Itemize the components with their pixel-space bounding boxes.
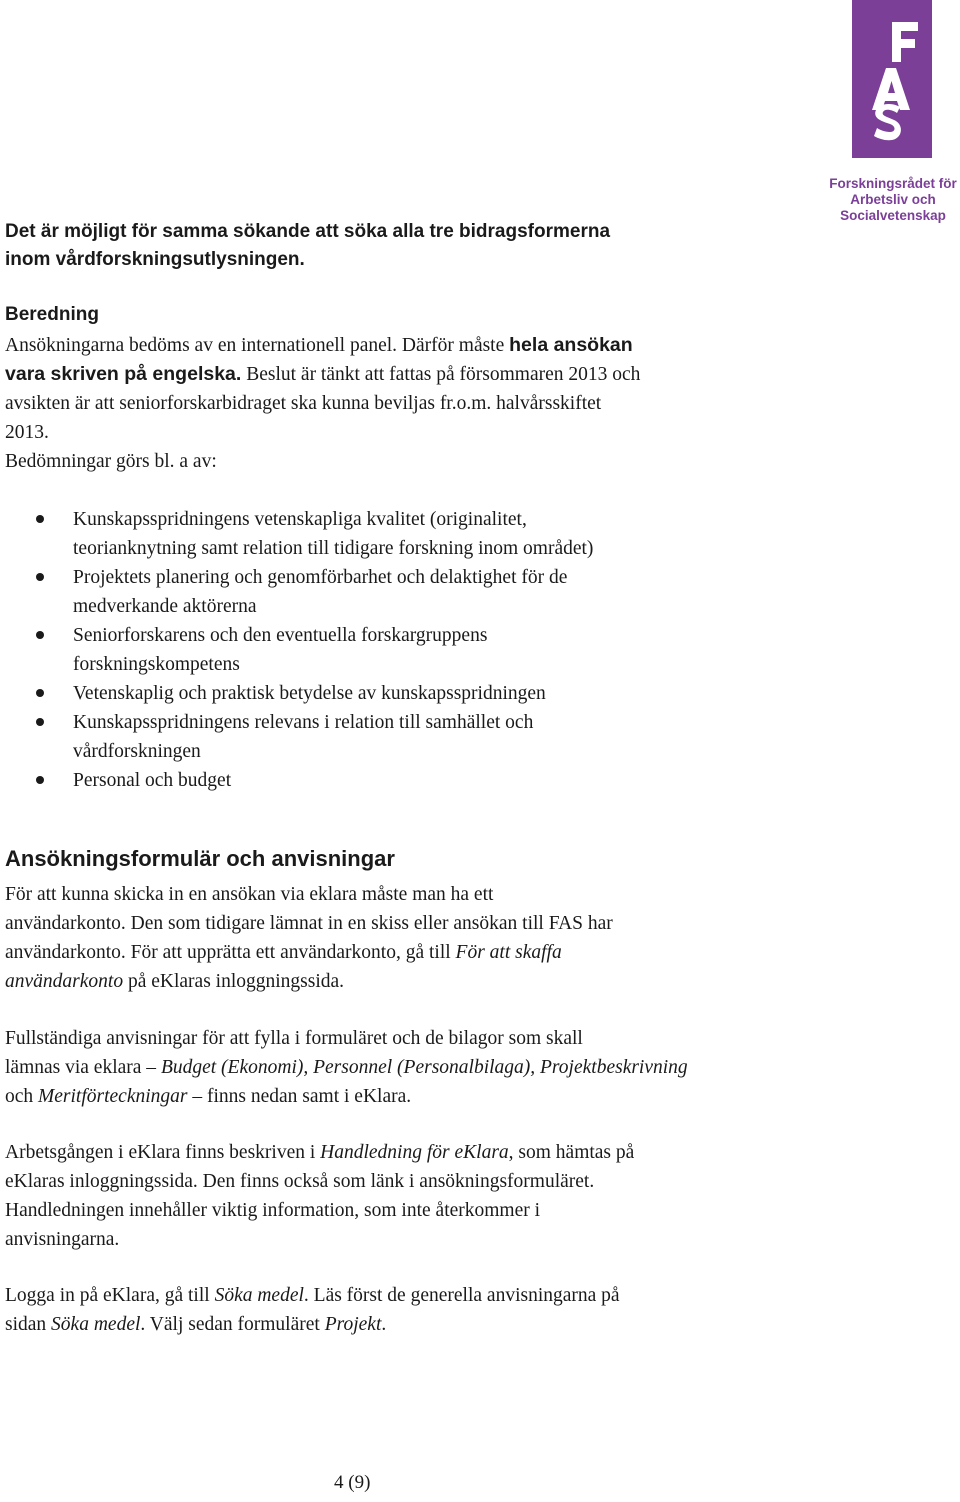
- emphasis-text: hela ansökan: [509, 334, 633, 356]
- text-run: . Välj sedan formuläret: [140, 1314, 325, 1335]
- instructions-paragraph: [5, 1024, 765, 1111]
- text-line: användarkonto. Den som tidigare lämnat in en skiss eller ansökan till FAS har: [5, 913, 613, 934]
- text-run: på eKlaras inloggningssida.: [123, 971, 345, 992]
- text-run: Beslut är tänkt att fattas på försommaren 2013 och: [241, 364, 641, 385]
- list-item: [36, 621, 736, 679]
- bullet-icon: [36, 515, 44, 523]
- criteria-list: [36, 505, 736, 795]
- workflow-paragraph: [5, 1138, 765, 1254]
- text-run: .: [381, 1314, 387, 1335]
- list-item: [36, 708, 736, 766]
- list-item-text: teorianknytning samt relation till tidigare forskning inom området): [73, 538, 594, 559]
- list-item: [36, 563, 736, 621]
- login-paragraph: [5, 1281, 765, 1339]
- list-item-text: Vetenskaplig och praktisk betydelse av kunskapsspridningen: [73, 683, 546, 704]
- text-run: Logga in på eKlara, gå till: [5, 1285, 215, 1306]
- text-run: . Läs först de generella anvisningarna på: [303, 1285, 620, 1306]
- bullet-icon: [36, 718, 44, 726]
- attachment-list: Budget (Ekonomi), Personnel (Personalbilaga), Projektbeskrivning: [160, 1057, 688, 1078]
- emphasis-text: vara skriven på engelska.: [5, 363, 242, 385]
- text-run: Arbetsgången i eKlara finns beskriven i: [5, 1142, 321, 1163]
- text-line: Handledningen innehåller viktig information, som inte återkommer i: [5, 1200, 541, 1221]
- text-run: Ansökningarna bedöms av en internationell panel. Därför måste: [5, 335, 510, 356]
- text-run: , som hämtas på: [508, 1142, 635, 1163]
- attachment-name: Meritförteckningar: [38, 1086, 188, 1107]
- list-item-text: Projektets planering och genomförbarhet och delaktighet för de: [73, 567, 568, 588]
- intro-line: Det är möjligt för samma sökande att söka alla tre bidragsformerna: [5, 221, 611, 242]
- text-line: Fullständiga anvisningar för att fylla i formuläret och de bilagor som skall: [5, 1028, 583, 1049]
- beredning-paragraph: [5, 331, 765, 476]
- bullet-icon: [36, 776, 44, 784]
- text-line: Bedömningar görs bl. a av:: [5, 451, 217, 472]
- list-item: [36, 766, 736, 795]
- logo-line: Arbetsliv och: [850, 192, 936, 207]
- text-line: anvisningarna.: [5, 1229, 120, 1250]
- text-run: och: [5, 1086, 39, 1107]
- fas-logo-mark: [852, 0, 932, 158]
- list-item-text: Personal och budget: [73, 770, 232, 791]
- text-line: För att kunna skicka in en ansökan via eklara måste man ha ett: [5, 884, 494, 905]
- page-reference: Söka medel: [51, 1314, 141, 1335]
- list-item-text: Kunskapsspridningens relevans i relation till samhället och: [73, 712, 534, 733]
- text-line: eKlaras inloggningssida. Den finns också som länk i ansökningsformuläret.: [5, 1171, 595, 1192]
- logo-line: Forskningsrådet för: [829, 176, 957, 191]
- text-run: användarkonto. För att upprätta ett användarkonto, gå till: [5, 942, 456, 963]
- list-item-text: Seniorforskarens och den eventuella forskargruppens: [73, 625, 488, 646]
- list-item: [36, 505, 736, 563]
- beredning-heading: Beredning: [5, 304, 99, 325]
- text-line: 2013.: [5, 422, 49, 443]
- list-item-text: vårdforskningen: [73, 741, 201, 762]
- bullet-icon: [36, 689, 44, 697]
- link-reference: För att skaffa: [455, 942, 562, 963]
- intro-statement: [5, 218, 705, 274]
- section-heading: Ansökningsformulär och anvisningar: [5, 846, 395, 871]
- list-item-text: forskningskompetens: [73, 654, 240, 675]
- bullet-icon: [36, 631, 44, 639]
- logo-line: Socialvetenskap: [840, 208, 946, 223]
- text-run: – finns nedan samt i eKlara.: [187, 1086, 412, 1107]
- text-line: avsikten är att seniorforskarbidraget ska kunna beviljas fr.o.m. halvårsskiftet: [5, 393, 602, 414]
- fas-logo-icon: [852, 0, 932, 158]
- bullet-icon: [36, 573, 44, 581]
- fas-logo-text: [826, 176, 960, 224]
- document-reference: Handledning för eKlara: [320, 1142, 509, 1163]
- page-reference: Söka medel: [214, 1285, 304, 1306]
- text-run: lämnas via eklara –: [5, 1057, 161, 1078]
- list-item: [36, 679, 736, 708]
- list-item-text: Kunskapsspridningens vetenskapliga kvalitet (originalitet,: [73, 509, 527, 530]
- page-number: 4 (9): [334, 1472, 371, 1493]
- link-reference: användarkonto: [5, 971, 124, 992]
- text-run: sidan: [5, 1314, 52, 1335]
- intro-line: inom vårdforskningsutlysningen.: [5, 249, 305, 270]
- account-paragraph: [5, 880, 765, 996]
- list-item-text: medverkande aktörerna: [73, 596, 257, 617]
- form-reference: Projekt: [324, 1314, 382, 1335]
